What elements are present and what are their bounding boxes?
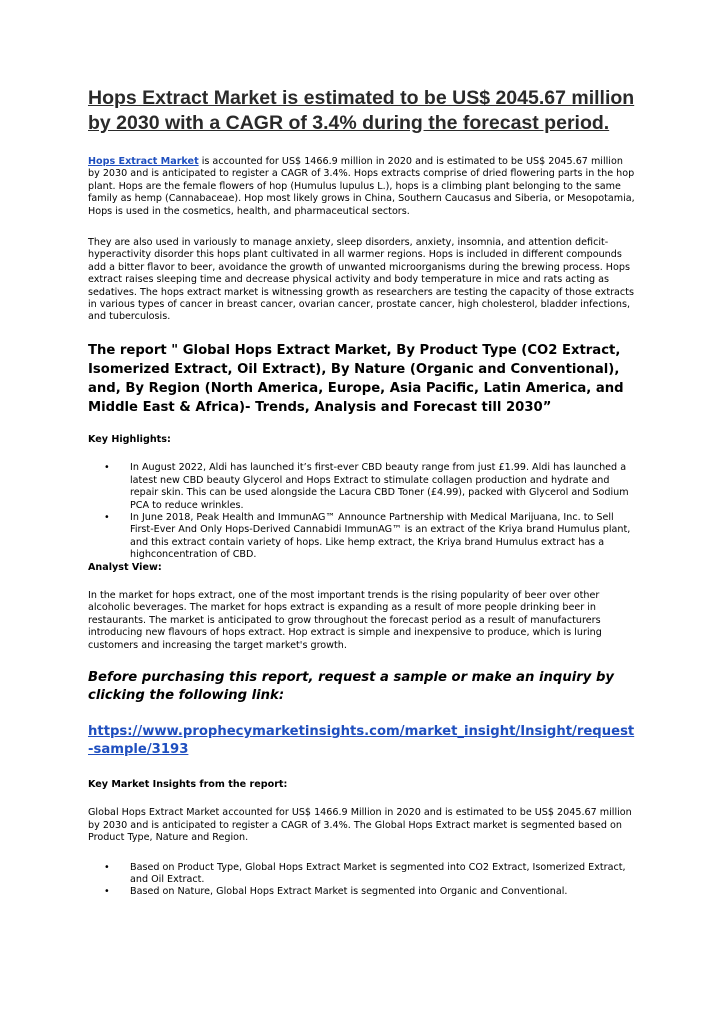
bullet-icon: • — [104, 861, 110, 873]
list-item — [104, 511, 636, 562]
analyst-view-label: Analyst View: — [88, 561, 162, 573]
list-item — [104, 886, 636, 898]
list-item — [104, 462, 636, 512]
uses-paragraph: They are also used in variously to manage anxiety, sleep disorders, anxiety, insomnia, and attention deficit-hyperactivity disorder this hops plant cultivated in all warmer regions. Hops is included in different compounds add a bitter flavor to beer, avoidance the growth of unwanted microorganisms during the brewing process. Hops extract raises sleeping time and decrease physical activity and body temperature in mice and rats acting as sedatives. The hops extract market is witnessing growth as researchers are testing the capacity of those extracts in various types of cancer in breast cancer, ovarian cancer, prostate cancer, high cholesterol, bladder infections, and tuberculosis. — [88, 237, 634, 323]
sample-request-heading: Before purchasing this report, request a sample or make an inquiry by clicking the following link: — [88, 669, 614, 703]
key-insights-label: Key Market Insights from the report: — [88, 778, 288, 790]
list-item-text: Based on Nature, Global Hops Extract Market is segmented into Organic and Conventional. — [130, 886, 568, 898]
hops-extract-market-link[interactable]: Hops Extract Market — [88, 156, 199, 167]
intro-paragraph — [88, 156, 636, 218]
list-item — [104, 861, 636, 887]
document-page — [88, 86, 636, 899]
key-highlights-list — [88, 462, 636, 561]
key-insights-list — [88, 862, 636, 899]
bullet-icon: • — [104, 886, 110, 898]
key-highlights-label: Key Highlights: — [88, 433, 171, 445]
analyst-view-paragraph: In the market for hops extract, one of the most important trends is the rising popularity of beer over other alcoholic beverages. The market for hops extract is expanding as a result of more people drinking beer in restaurants. The market is anticipated to grow throughout the forecast period as a result of manufacturers introducing new flavours of hops extract. Hop extract is simple and inexpensive to produce, which is luring customers and increasing the target market's growth. — [88, 589, 602, 651]
intro-text: is accounted for US$ 1466.9 million in 2020 and is estimated to be US$ 2045.67 million by 2030 and is anticipated to register a CAGR of 3.4%. Hops extracts comprise of dried flowering parts in the hop plant. Hops are the female flowers of hop (Humulus lupulus L.), hops is a climbing plant belonging to the same family as hemp (Cannabaceae). Hop most likely grows in China, Southern Caucasus and Siberia, or Mesopotamia, Hops is used in the cosmetics, health, and pharmaceutical sectors. — [88, 156, 635, 217]
request-sample-link[interactable]: https://www.prophecymarketinsights.com/market_insight/Insight/request-sample/3193 — [88, 723, 635, 757]
list-item-text: Based on Product Type, Global Hops Extract Market is segmented into CO2 Extract, Isomerized Extract, and Oil Extract. — [130, 861, 626, 885]
bullet-icon: • — [104, 511, 110, 523]
page-title: Hops Extract Market is estimated to be US$ 2045.67 million by 2030 with a CAGR of 3.4% during the forecast period. — [88, 87, 635, 134]
report-heading: The report " Global Hops Extract Market, By Product Type (CO2 Extract, Isomerized Extract, Oil Extract), By Nature (Organic and Conventional), and, By Region (North America, Europe, Asia Pacific, Latin America, and Middle East & Africa)- Trends, Analysis and Forecast till 2030” — [88, 342, 624, 415]
key-insights-paragraph: Global Hops Extract Market accounted for US$ 1466.9 Million in 2020 and is estimated to be US$ 2045.67 million by 2030 and is anticipated to register a CAGR of 3.4%. The Global Hops Extract market is segmented based on Product Type, Nature and Region. — [88, 807, 632, 844]
list-item-text: In June 2018, Peak Health and ImmunAG™ Announce Partnership with Medical Marijuana, Inc. to Sell First-Ever And Only Hops-Derived Cannabidi ImmunAG™ is an extract of the Kriya brand Humulus plant, and this extract contain variety of hops. Like hemp extract, the Kriya brand Humulus extract has a highconcentration of CBD. — [130, 511, 631, 561]
list-item-text: In August 2022, Aldi has launched it’s first-ever CBD beauty range from just £1.99. Aldi has launched a latest new CBD beauty Glycerol and Hops Extract to stimulate collagen production and hydrate and repair skin. This can be used alongside the Lacura CBD Toner (£4.99), packed with Glycerol and Sodium PCA to reduce wrinkles. — [130, 462, 629, 511]
bullet-icon: • — [104, 462, 110, 474]
